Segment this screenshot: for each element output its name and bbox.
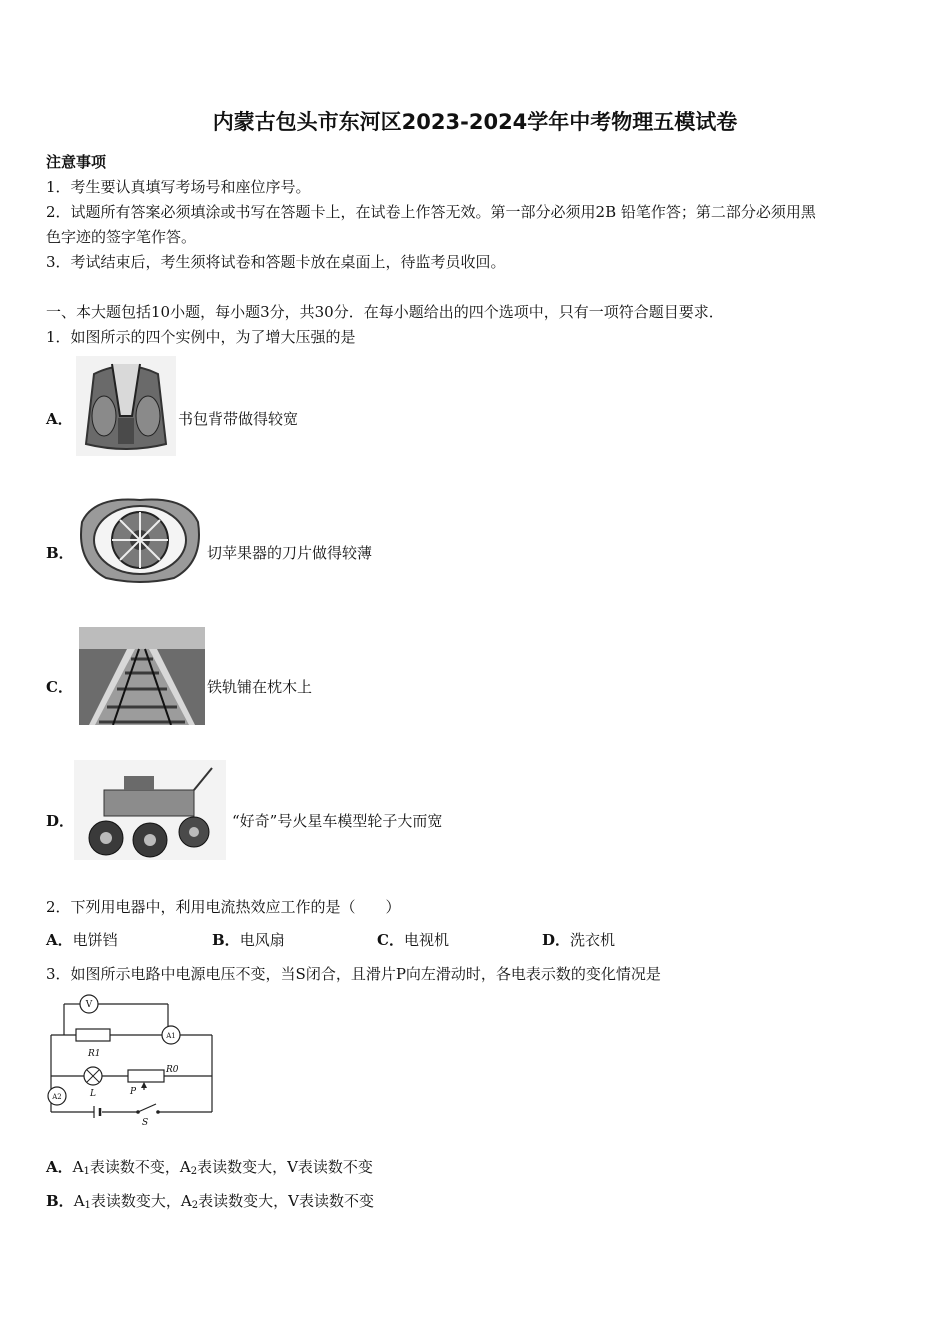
option-item bbox=[46, 1157, 373, 1182]
option-label: A． bbox=[46, 1158, 73, 1176]
notice-heading: 注意事项 bbox=[46, 153, 107, 171]
slider-label: P bbox=[130, 1087, 137, 1097]
option-label: B． bbox=[212, 931, 240, 949]
notice-item: 色字迹的签字笔作答。 bbox=[46, 228, 197, 246]
page-title: 内蒙古包头市东河区2023-2024学年中考物理五模试卷 bbox=[212, 110, 738, 134]
r0-label: R0 bbox=[166, 1065, 179, 1075]
option-text: 切苹果器的刀片做得较薄 bbox=[207, 544, 373, 562]
subscript: 2 bbox=[190, 1166, 198, 1177]
option-label: C． bbox=[46, 678, 73, 696]
section-heading: 一、本大题包括10小题，每小题3分，共30分．在每小题给出的四个选项中，只有一项符合题目要求． bbox=[46, 303, 724, 321]
option-label: C． bbox=[377, 931, 404, 949]
option-text: 洗衣机 bbox=[570, 931, 616, 949]
notice-item: 3．考试结束后，考生须将试卷和答题卡放在桌面上，待监考员收回。 bbox=[46, 253, 506, 271]
railway-image bbox=[79, 627, 205, 725]
option-text: A bbox=[72, 1158, 84, 1176]
r1-label: R1 bbox=[88, 1049, 101, 1059]
option-label: A． bbox=[46, 931, 73, 949]
question-stem: 3．如图所示电路中电源电压不变，当S闭合，且滑片P向左滑动时，各电表示数的变化情况是 bbox=[46, 965, 661, 983]
option-text: 电视机 bbox=[403, 931, 449, 949]
option-item bbox=[212, 930, 285, 950]
option-text: 铁轨铺在枕木上 bbox=[207, 678, 313, 696]
option-text: 书包背带做得较宽 bbox=[178, 410, 299, 428]
option-text: 电饼铛 bbox=[72, 931, 118, 949]
option-label: B． bbox=[46, 544, 74, 562]
option-text: “好奇”号火星车模型轮子大而宽 bbox=[232, 812, 443, 830]
option-item bbox=[46, 930, 118, 950]
option-text: 电风扇 bbox=[239, 931, 285, 949]
question-stem: 1．如图所示的四个实例中，为了增大压强的是 bbox=[46, 328, 356, 346]
notice-item: 1．考生要认真填写考场号和座位序号。 bbox=[46, 178, 311, 196]
option-item bbox=[377, 930, 449, 950]
option-label: D． bbox=[46, 812, 75, 830]
backpack-image bbox=[74, 356, 178, 456]
option-label: D． bbox=[542, 931, 571, 949]
subscript: 1 bbox=[83, 1166, 90, 1177]
question-stem: 2．下列用电器中，利用电流热效应工作的是（ ） bbox=[46, 898, 401, 916]
apple-cutter-image bbox=[74, 492, 206, 588]
notice-item: 2．试题所有答案必须填涂或书写在答题卡上，在试卷上作答无效。第一部分必须用2B 铅笔作答；第二部分必须用黑 bbox=[46, 203, 816, 221]
a2-label: A2 bbox=[52, 1093, 62, 1101]
option-text: 表读数变大，A bbox=[90, 1192, 192, 1210]
lamp-label: L bbox=[90, 1089, 96, 1099]
option-text: 表读数变大，V表读数不变 bbox=[198, 1192, 374, 1210]
a1-label: A1 bbox=[166, 1032, 176, 1040]
option-item bbox=[542, 930, 615, 950]
option-text: A bbox=[73, 1192, 85, 1210]
option-item bbox=[46, 1191, 374, 1216]
subscript: 2 bbox=[191, 1200, 199, 1211]
option-text: 表读数不变，A bbox=[89, 1158, 191, 1176]
option-text: 表读数变大，V表读数不变 bbox=[197, 1158, 373, 1176]
circuit-diagram bbox=[44, 994, 218, 1130]
mars-rover-image bbox=[74, 760, 226, 860]
option-label: A． bbox=[46, 410, 73, 428]
switch-label: S bbox=[142, 1118, 149, 1128]
subscript: 1 bbox=[84, 1200, 91, 1211]
voltmeter-label: V bbox=[85, 1000, 93, 1010]
option-label: B． bbox=[46, 1192, 74, 1210]
